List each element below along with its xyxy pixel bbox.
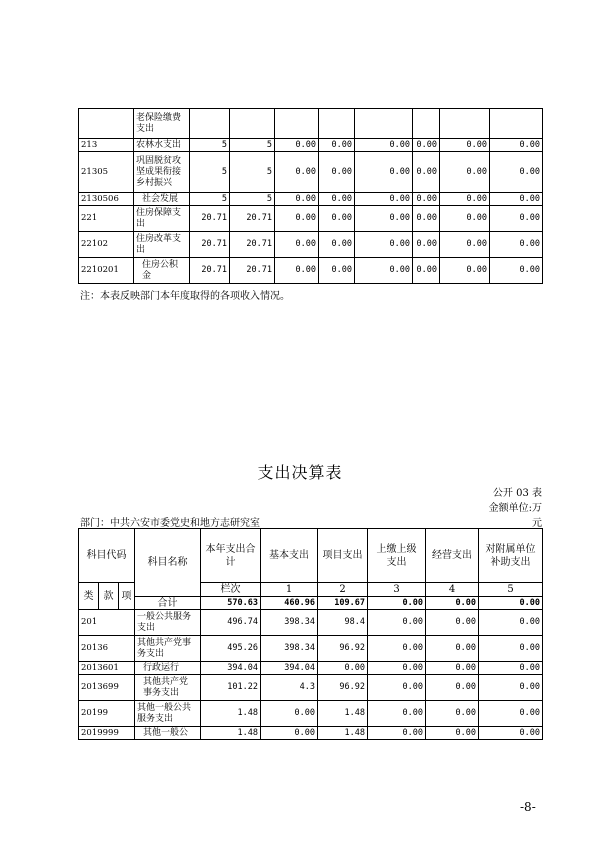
cell-c2: 398.34: [261, 636, 318, 662]
cell-c2: 20.71: [230, 258, 275, 284]
cell-c3: 0.00: [275, 152, 319, 193]
cell-code: 221: [79, 206, 134, 232]
expense-table: [78, 528, 543, 740]
table-row: [79, 675, 543, 701]
cell-c5: 0.00: [426, 662, 479, 675]
cell-c3: 0.00: [275, 258, 319, 284]
cell-c6: 0.00: [413, 152, 440, 193]
total-c6: 0.00: [479, 597, 543, 610]
cell-c4: 0.00: [319, 258, 355, 284]
cell-c3: 0.00: [275, 206, 319, 232]
table-row: [79, 727, 543, 740]
unit-label: 金额单位:万: [488, 503, 542, 514]
cell-c1: 20.71: [190, 258, 230, 284]
header-xiang: 项: [119, 583, 135, 610]
cell-c7: 0.00: [440, 139, 490, 152]
cell-c1: 1.48: [201, 701, 261, 727]
table-row: [79, 109, 543, 139]
cell-c3: [275, 109, 319, 139]
cell-name: 巩固脱贫攻 坚成果衔接 乡村振兴: [134, 152, 190, 193]
cell-c7: 0.00: [440, 152, 490, 193]
cell-c1: 495.26: [201, 636, 261, 662]
cell-c3: 96.92: [318, 636, 368, 662]
cell-name: 其他共产党 事务支出: [135, 675, 201, 701]
cell-c1: 5: [190, 139, 230, 152]
cell-name: 其他一般公: [135, 727, 201, 740]
cell-c7: 0.00: [440, 206, 490, 232]
cell-c4: 0.00: [368, 636, 426, 662]
cell-c6: [413, 109, 440, 139]
cell-c8: 0.00: [490, 193, 543, 206]
cell-c5: [355, 109, 413, 139]
cell-code: 2210201: [79, 258, 134, 284]
cell-c5: 0.00: [426, 610, 479, 636]
cell-c4: 0.00: [368, 662, 426, 675]
cell-c4: 0.00: [368, 675, 426, 701]
cell-code: 20136: [79, 636, 135, 662]
header-name: 科目名称: [135, 529, 201, 597]
cell-c7: 0.00: [440, 193, 490, 206]
total-label: 合计: [135, 597, 201, 610]
cell-c3: 1.48: [318, 727, 368, 740]
cell-code: 2013699: [79, 675, 135, 701]
cell-c4: 0.00: [319, 152, 355, 193]
cell-c6: 0.00: [413, 193, 440, 206]
cell-name: 住房公积 金: [134, 258, 190, 284]
header-lei: 类: [79, 583, 99, 610]
cell-c1: 394.04: [201, 662, 261, 675]
page-title: 支出决算表: [257, 463, 343, 482]
header-n3: 3: [368, 583, 426, 597]
table-row: [79, 636, 543, 662]
header-business: 经营支出: [426, 529, 479, 583]
cell-c2: 5: [230, 139, 275, 152]
cell-c1: 101.22: [201, 675, 261, 701]
table-row: [79, 610, 543, 636]
total-c4: 0.00: [368, 597, 426, 610]
table-row: [79, 139, 543, 152]
cell-c5: 0.00: [426, 675, 479, 701]
department-label: 部门：中共六安市委党史和地方志研究室: [80, 518, 260, 529]
cell-c3: 96.92: [318, 675, 368, 701]
header-kuan: 款: [99, 583, 119, 610]
cell-c3: 0.00: [275, 232, 319, 258]
cell-name: 住房保障支 出: [134, 206, 190, 232]
cell-c5: 0.00: [355, 232, 413, 258]
cell-c1: 496.74: [201, 610, 261, 636]
table-row: [79, 152, 543, 193]
cell-name: 住房改革支 出: [134, 232, 190, 258]
table-row: [79, 232, 543, 258]
cell-c4: 0.00: [319, 206, 355, 232]
header-n2: 2: [318, 583, 368, 597]
cell-c2: 0.00: [261, 701, 318, 727]
table-row: [79, 206, 543, 232]
total-c2: 460.96: [261, 597, 318, 610]
cell-c5: 0.00: [426, 727, 479, 740]
table-row: [79, 662, 543, 675]
cell-name: 社会发展: [134, 193, 190, 206]
total-c5: 0.00: [426, 597, 479, 610]
header-total: 本年支出合 计: [201, 529, 261, 583]
cell-c6: 0.00: [479, 675, 543, 701]
cell-c4: 0.00: [319, 193, 355, 206]
cell-c2: 20.71: [230, 232, 275, 258]
header-n5: 5: [479, 583, 543, 597]
cell-c2: 0.00: [261, 727, 318, 740]
form-code: 公开 03 表: [492, 488, 542, 499]
total-c3: 109.67: [318, 597, 368, 610]
cell-name: 其他共产党事 务支出: [135, 636, 201, 662]
cell-c6: 0.00: [479, 636, 543, 662]
cell-c1: 20.71: [190, 232, 230, 258]
cell-c8: 0.00: [490, 206, 543, 232]
cell-c3: 0.00: [275, 193, 319, 206]
cell-c4: 0.00: [319, 232, 355, 258]
unit-label-cont: 元: [532, 518, 542, 529]
header-upper: 上缴上级 支出: [368, 529, 426, 583]
cell-c6: 0.00: [413, 139, 440, 152]
cell-code: 2019999: [79, 727, 135, 740]
cell-c6: 0.00: [413, 258, 440, 284]
cell-c3: 98.4: [318, 610, 368, 636]
cell-c6: 0.00: [479, 662, 543, 675]
cell-c3: 1.48: [318, 701, 368, 727]
header-basic: 基本支出: [261, 529, 318, 583]
cell-c5: 0.00: [355, 206, 413, 232]
cell-c3: 0.00: [318, 662, 368, 675]
cell-c7: 0.00: [440, 232, 490, 258]
header-n4: 4: [426, 583, 479, 597]
cell-code: 2013601: [79, 662, 135, 675]
header-subsidy: 对附属单位 补助支出: [479, 529, 543, 583]
page-number: -8-: [520, 800, 536, 814]
cell-c5: 0.00: [355, 258, 413, 284]
table-note: 注：本表反映部门本年度取得的各项收入情况。: [80, 291, 290, 302]
cell-c2: 394.04: [261, 662, 318, 675]
cell-c7: 0.00: [440, 258, 490, 284]
cell-c5: 0.00: [426, 701, 479, 727]
cell-c5: 0.00: [355, 139, 413, 152]
cell-c4: 0.00: [319, 139, 355, 152]
cell-c2: 5: [230, 193, 275, 206]
header-n1: 1: [261, 583, 318, 597]
cell-c6: 0.00: [479, 701, 543, 727]
cell-code: 20199: [79, 701, 135, 727]
cell-c8: 0.00: [490, 152, 543, 193]
cell-c4: 0.00: [368, 701, 426, 727]
cell-c6: 0.00: [479, 727, 543, 740]
table-row: [79, 701, 543, 727]
cell-c1: 20.71: [190, 206, 230, 232]
cell-c5: 0.00: [355, 152, 413, 193]
cell-code: 201: [79, 610, 135, 636]
cell-c6: 0.00: [413, 232, 440, 258]
cell-c4: 0.00: [368, 610, 426, 636]
cell-c8: 0.00: [490, 232, 543, 258]
cell-c7: [440, 109, 490, 139]
cell-name: 行政运行: [135, 662, 201, 675]
cell-c2: 398.34: [261, 610, 318, 636]
table-row: [79, 258, 543, 284]
total-c1: 570.63: [201, 597, 261, 610]
cell-c2: [230, 109, 275, 139]
cell-c5: 0.00: [426, 636, 479, 662]
cell-name: 老保险缴费 支出: [134, 109, 190, 139]
cell-code: 21305: [79, 152, 134, 193]
cell-c1: 5: [190, 152, 230, 193]
cell-c5: 0.00: [355, 193, 413, 206]
cell-c6: 0.00: [413, 206, 440, 232]
cell-code: 22102: [79, 232, 134, 258]
header-project: 项目支出: [318, 529, 368, 583]
header-code: 科目代码: [79, 529, 135, 583]
cell-c6: 0.00: [479, 610, 543, 636]
cell-code: 213: [79, 139, 134, 152]
cell-c8: 0.00: [490, 258, 543, 284]
cell-name: 其他一般公共 服务支出: [135, 701, 201, 727]
cell-c2: 20.71: [230, 206, 275, 232]
header-lanci: 栏次: [201, 583, 261, 597]
cell-c2: 4.3: [261, 675, 318, 701]
table-row: [79, 193, 543, 206]
cell-c4: 0.00: [368, 727, 426, 740]
cell-code: 2130506: [79, 193, 134, 206]
cell-c1: 1.48: [201, 727, 261, 740]
cell-c8: [490, 109, 543, 139]
income-table-continued: [78, 108, 543, 284]
cell-c2: 5: [230, 152, 275, 193]
cell-code: [79, 109, 134, 139]
cell-c1: [190, 109, 230, 139]
cell-c3: 0.00: [275, 139, 319, 152]
cell-c8: 0.00: [490, 139, 543, 152]
cell-name: 一般公共服务 支出: [135, 610, 201, 636]
cell-name: 农林水支出: [134, 139, 190, 152]
cell-c1: 5: [190, 193, 230, 206]
cell-c4: [319, 109, 355, 139]
